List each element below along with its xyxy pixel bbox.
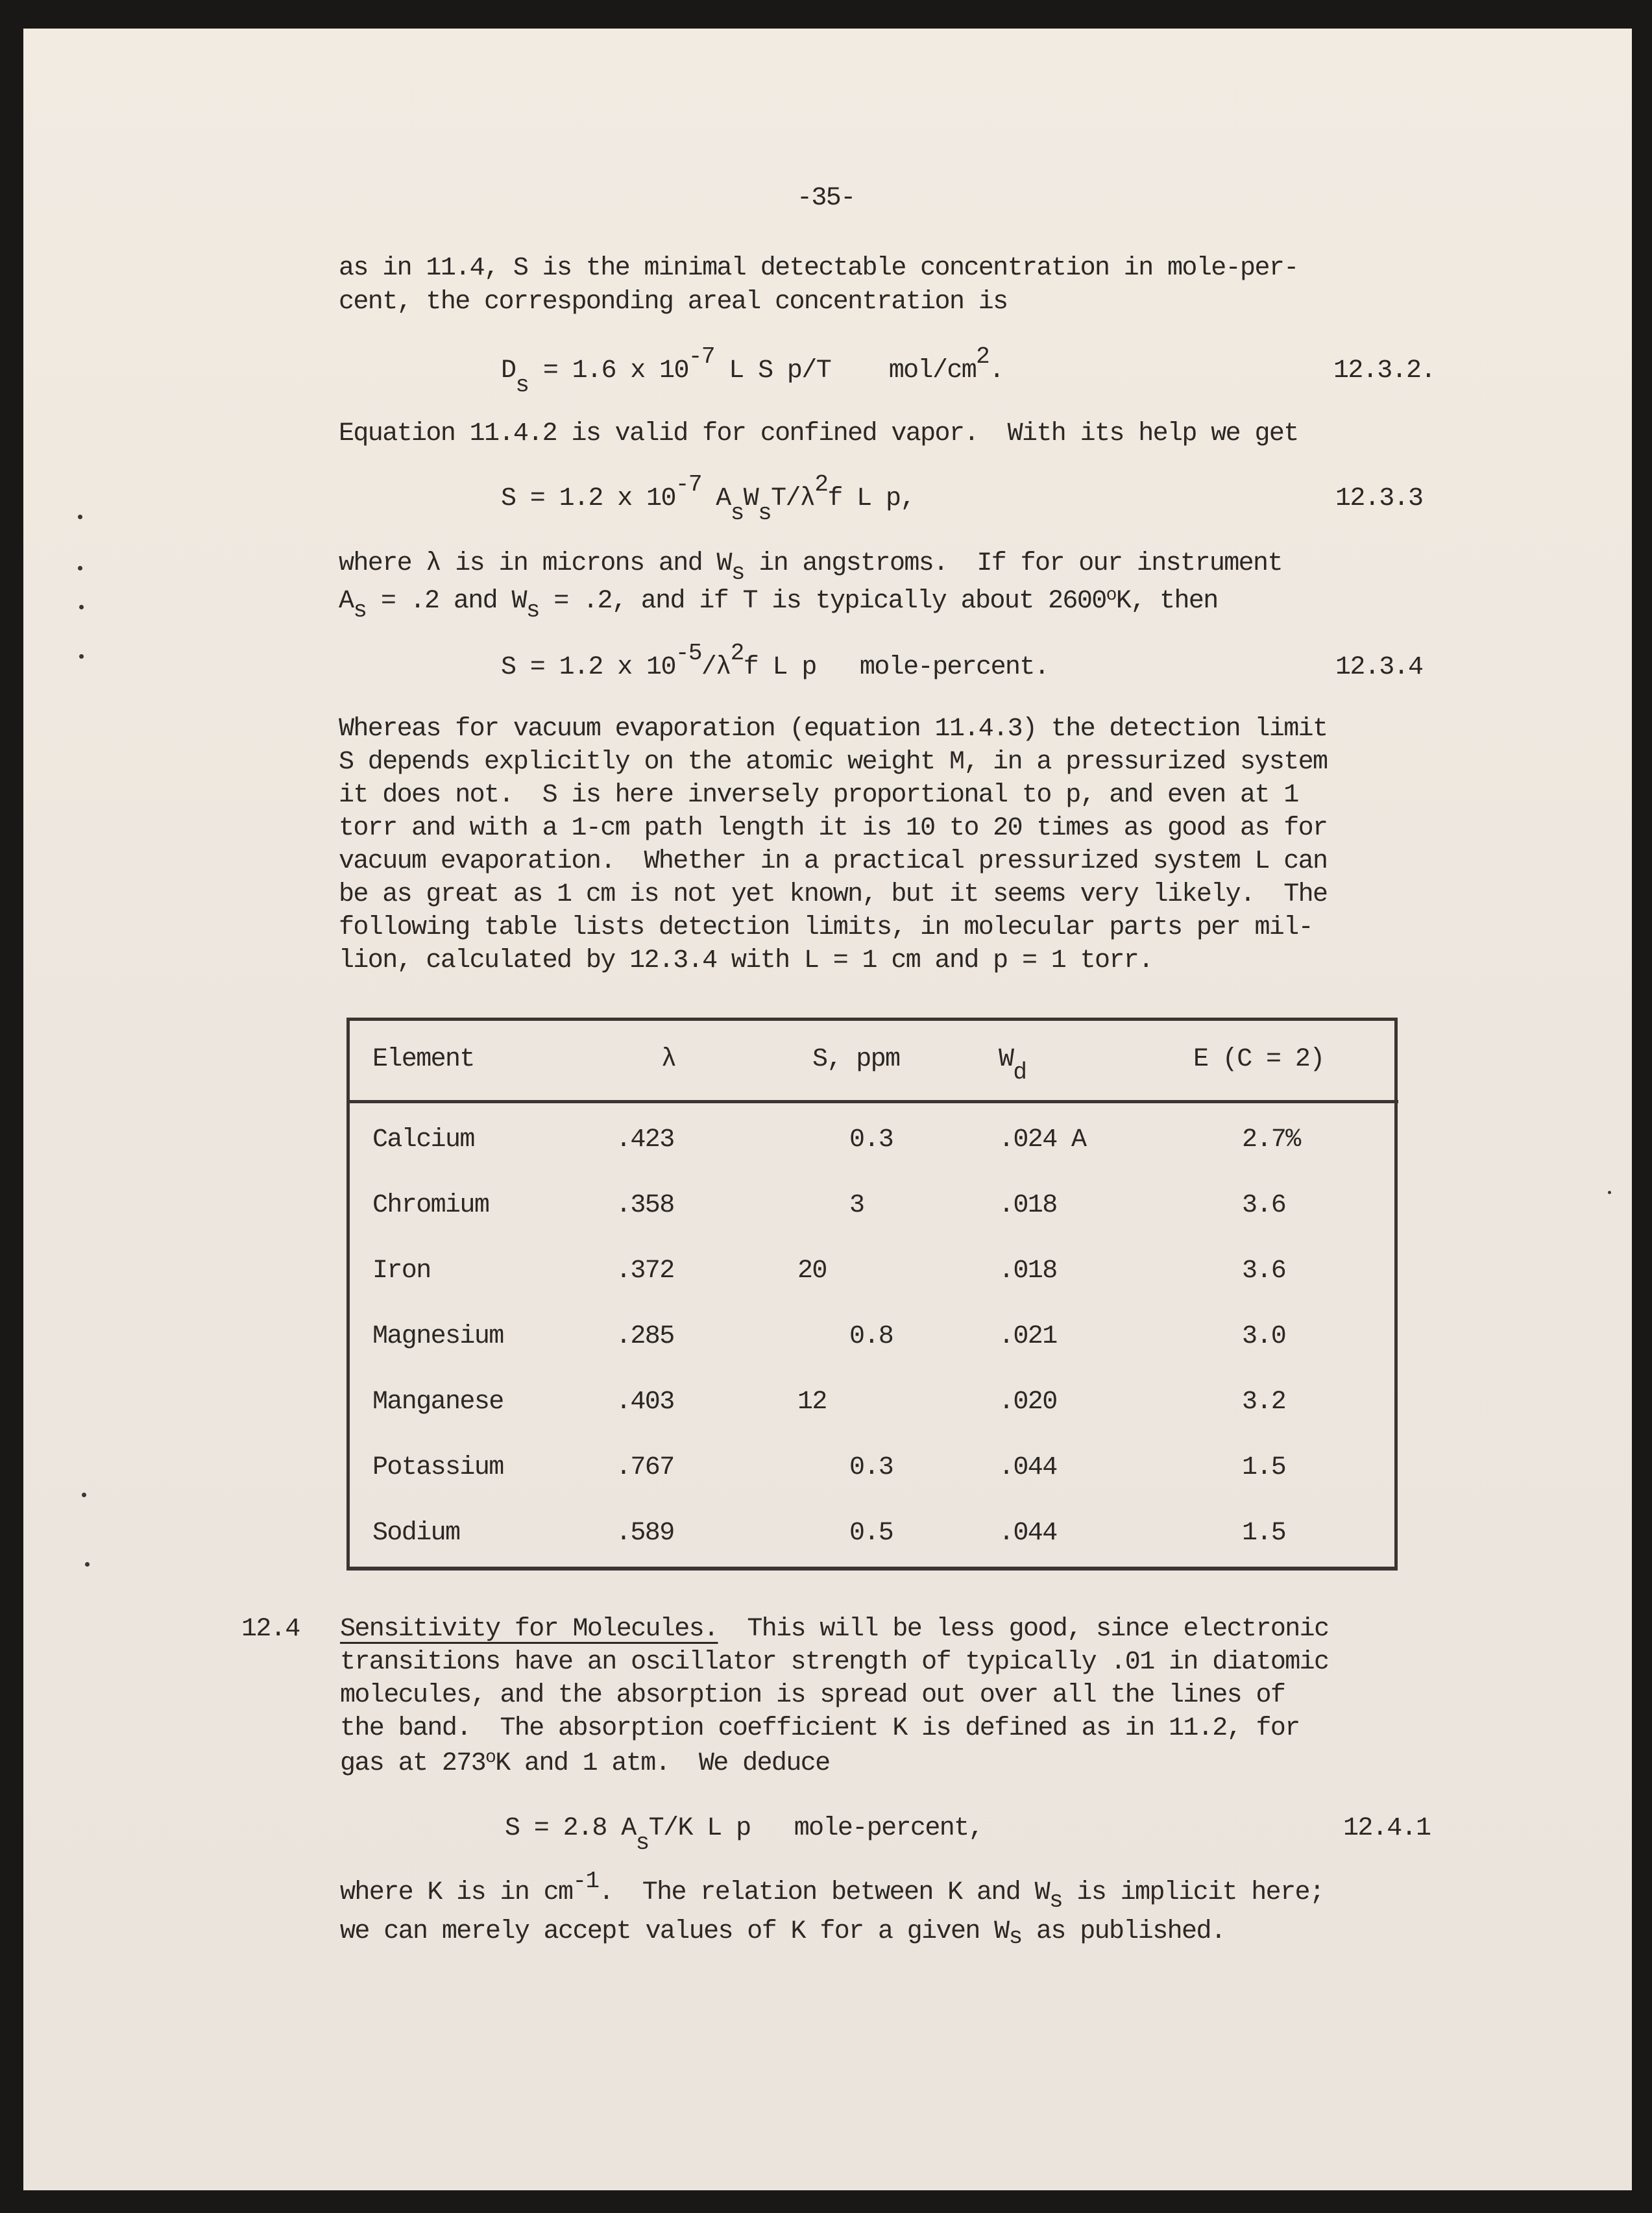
eq-subscript: s bbox=[515, 372, 529, 398]
equation-12-3-2 bbox=[501, 343, 1004, 398]
body-text-line bbox=[339, 548, 1282, 586]
body-text-line bbox=[340, 1916, 1225, 1948]
body-text-line: torr and with a 1-cm path length it is 10 to 20 times as good as for bbox=[339, 814, 1328, 843]
margin-mark bbox=[79, 654, 84, 659]
degree-symbol: o bbox=[485, 1748, 496, 1768]
table-cell-s: 0.3 bbox=[849, 1125, 893, 1155]
text-run: K, then bbox=[1115, 587, 1218, 616]
margin-mark bbox=[78, 515, 82, 519]
eq-exponent: -7 bbox=[688, 343, 714, 370]
table-cell-w: .020 bbox=[999, 1388, 1057, 1417]
equation-number: 12.3.2. bbox=[1333, 356, 1435, 385]
table-cell-element: Potassium bbox=[372, 1453, 504, 1482]
table-cell-element: Iron bbox=[372, 1256, 431, 1286]
body-text-line: vacuum evaporation. Whether in a practical pressurized system L can bbox=[339, 847, 1328, 876]
text-run: . The relation between K and W bbox=[598, 1878, 1050, 1907]
body-text-line: Equation 11.4.2 is valid for confined vapor. With its help we get bbox=[339, 419, 1298, 448]
eq-exponent: 2 bbox=[814, 471, 828, 498]
margin-mark bbox=[78, 566, 82, 570]
table-cell-e: 1.5 bbox=[1242, 1519, 1286, 1548]
section-number: 12.4 bbox=[241, 1615, 300, 1644]
table-cell-lambda: .358 bbox=[616, 1191, 674, 1220]
body-text-line: be as great as 1 cm is not yet known, but it seems very likely. The bbox=[339, 880, 1328, 909]
text-run: where K is in cm bbox=[340, 1878, 573, 1907]
equation-number: 12.3.4 bbox=[1335, 653, 1423, 682]
body-text-line: the band. The absorption coefficient K is defined as in 11.2, for bbox=[340, 1714, 1300, 1743]
eq-term: /λ bbox=[701, 653, 731, 682]
body-text-line: as in 11.4, S is the minimal detectable concentration in mole-per- bbox=[339, 254, 1298, 283]
table-cell-lambda: .767 bbox=[616, 1453, 674, 1482]
table-cell-s: 0.5 bbox=[849, 1519, 893, 1548]
body-text-line: transitions have an oscillator strength of typically .01 in diatomic bbox=[340, 1648, 1329, 1677]
text-run: as published. bbox=[1021, 1917, 1226, 1946]
table-cell-s: 3 bbox=[849, 1191, 864, 1220]
table-cell-lambda: .589 bbox=[616, 1519, 674, 1548]
eq-term: S = 2.8 A bbox=[505, 1814, 636, 1843]
table-cell-s: 0.3 bbox=[849, 1453, 893, 1482]
text-run: in angstroms. If for our instrument bbox=[744, 549, 1282, 578]
text-run: This will be less good, since electronic bbox=[718, 1615, 1329, 1644]
text-run: we can merely accept values of K for a given W bbox=[340, 1917, 1009, 1946]
eq-term: = 1.6 x 10 bbox=[528, 356, 688, 385]
body-text-line: lion, calculated by 12.3.4 with L = 1 cm and p = 1 torr. bbox=[339, 946, 1153, 975]
degree-symbol: o bbox=[1106, 585, 1116, 605]
table-cell-element: Magnesium bbox=[372, 1322, 504, 1351]
table-cell-element: Sodium bbox=[372, 1519, 460, 1548]
text-run: is implicit here; bbox=[1062, 1878, 1324, 1907]
eq-term: W bbox=[743, 484, 759, 513]
table-cell-lambda: .372 bbox=[616, 1256, 674, 1286]
text-run: = .2, and if T is typically about 2600 bbox=[539, 587, 1106, 616]
column-header-w bbox=[999, 1044, 1026, 1086]
table-cell-s: 20 bbox=[797, 1256, 827, 1286]
body-text-line: cent, the corresponding areal concentration is bbox=[339, 287, 1008, 317]
column-header-s-ppm: S, ppm bbox=[812, 1045, 900, 1074]
exponent: -1 bbox=[572, 1868, 599, 1894]
eq-term: f L p, bbox=[827, 484, 915, 513]
table-cell-e: 3.6 bbox=[1242, 1191, 1286, 1220]
column-header-e: E (C = 2) bbox=[1193, 1045, 1324, 1074]
eq-term: S = 1.2 x 10 bbox=[501, 484, 675, 513]
table-cell-e: 1.5 bbox=[1242, 1453, 1286, 1482]
table-cell-w: .044 bbox=[999, 1453, 1057, 1482]
table-cell-s: 0.8 bbox=[849, 1322, 893, 1351]
detection-limits-table bbox=[346, 1018, 1398, 1571]
eq-term: f L p mole-percent. bbox=[743, 653, 1049, 682]
table-header-divider bbox=[350, 1100, 1398, 1103]
eq-exponent: -5 bbox=[675, 640, 701, 666]
table-cell-w: .024 A bbox=[999, 1125, 1086, 1155]
header-w-subscript: d bbox=[1013, 1059, 1026, 1086]
equation-number: 12.4.1 bbox=[1343, 1814, 1431, 1843]
text-run: gas at 273 bbox=[340, 1749, 486, 1778]
margin-mark bbox=[82, 1493, 86, 1497]
subscript: s bbox=[1008, 1924, 1022, 1950]
subscript: s bbox=[731, 559, 744, 586]
eq-term: T/K L p mole-percent, bbox=[648, 1814, 983, 1843]
body-text-line: S depends explicitly on the atomic weight M, in a pressurized system bbox=[339, 748, 1328, 777]
margin-mark bbox=[1608, 1191, 1611, 1194]
text-run: = .2 and W bbox=[366, 587, 526, 616]
text-run: A bbox=[339, 587, 354, 616]
page-number: -35- bbox=[797, 184, 855, 213]
table-cell-w: .018 bbox=[999, 1256, 1057, 1286]
body-text-line bbox=[340, 1748, 830, 1779]
table-cell-lambda: .285 bbox=[616, 1322, 674, 1351]
eq-exponent: 2 bbox=[730, 640, 744, 666]
equation-12-3-4 bbox=[501, 640, 1049, 683]
eq-term: S = 1.2 x 10 bbox=[501, 653, 675, 682]
subscript: s bbox=[1049, 1887, 1063, 1914]
subscript: s bbox=[353, 597, 367, 624]
body-text-line bbox=[340, 1868, 1324, 1914]
eq-subscript: s bbox=[730, 500, 744, 526]
section-heading-line bbox=[340, 1614, 1328, 1645]
table-cell-e: 3.6 bbox=[1242, 1256, 1286, 1286]
table-cell-lambda: .423 bbox=[616, 1125, 674, 1155]
table-cell-e: 2.7% bbox=[1242, 1125, 1300, 1155]
eq-term: T/λ bbox=[771, 484, 815, 513]
eq-term: A bbox=[701, 484, 731, 513]
body-text-line: molecules, and the absorption is spread out over all the lines of bbox=[340, 1681, 1285, 1710]
text-run: where λ is in microns and W bbox=[339, 549, 731, 578]
eq-exponent: -7 bbox=[675, 471, 701, 498]
table-cell-w: .021 bbox=[999, 1322, 1057, 1351]
eq-term: L S p/T mol/cm bbox=[714, 356, 977, 385]
column-header-lambda: λ bbox=[661, 1045, 676, 1074]
table-cell-e: 3.2 bbox=[1242, 1388, 1286, 1417]
eq-term: D bbox=[501, 356, 516, 385]
column-header-element: Element bbox=[372, 1045, 474, 1074]
table-cell-w: .018 bbox=[999, 1191, 1057, 1220]
equation-12-3-3 bbox=[501, 471, 915, 526]
body-text-line bbox=[339, 585, 1218, 624]
equation-12-4-1 bbox=[505, 1813, 983, 1856]
table-cell-element: Chromium bbox=[372, 1191, 489, 1220]
eq-exponent: 2 bbox=[976, 343, 990, 370]
eq-subscript: s bbox=[635, 1829, 649, 1856]
table-cell-e: 3.0 bbox=[1242, 1322, 1286, 1351]
text-run: K and 1 atm. We deduce bbox=[495, 1749, 830, 1778]
header-w-text: W bbox=[999, 1045, 1014, 1074]
table-cell-w: .044 bbox=[999, 1519, 1057, 1548]
subscript: s bbox=[526, 597, 539, 624]
section-title: Sensitivity for Molecules. bbox=[340, 1615, 718, 1644]
table-cell-s: 12 bbox=[797, 1388, 827, 1417]
body-text-line: Whereas for vacuum evaporation (equation 11.4.3) the detection limit bbox=[339, 715, 1328, 744]
table-cell-lambda: .403 bbox=[616, 1388, 674, 1417]
margin-mark bbox=[85, 1562, 90, 1567]
eq-subscript: s bbox=[758, 500, 771, 526]
equation-number: 12.3.3 bbox=[1335, 484, 1423, 513]
eq-term: . bbox=[989, 356, 1004, 385]
table-cell-element: Calcium bbox=[372, 1125, 474, 1155]
body-text-line: it does not. S is here inversely proportional to p, and even at 1 bbox=[339, 781, 1298, 810]
table-cell-element: Manganese bbox=[372, 1388, 504, 1417]
body-text-line: following table lists detection limits, in molecular parts per mil- bbox=[339, 913, 1313, 942]
margin-mark bbox=[79, 605, 84, 609]
